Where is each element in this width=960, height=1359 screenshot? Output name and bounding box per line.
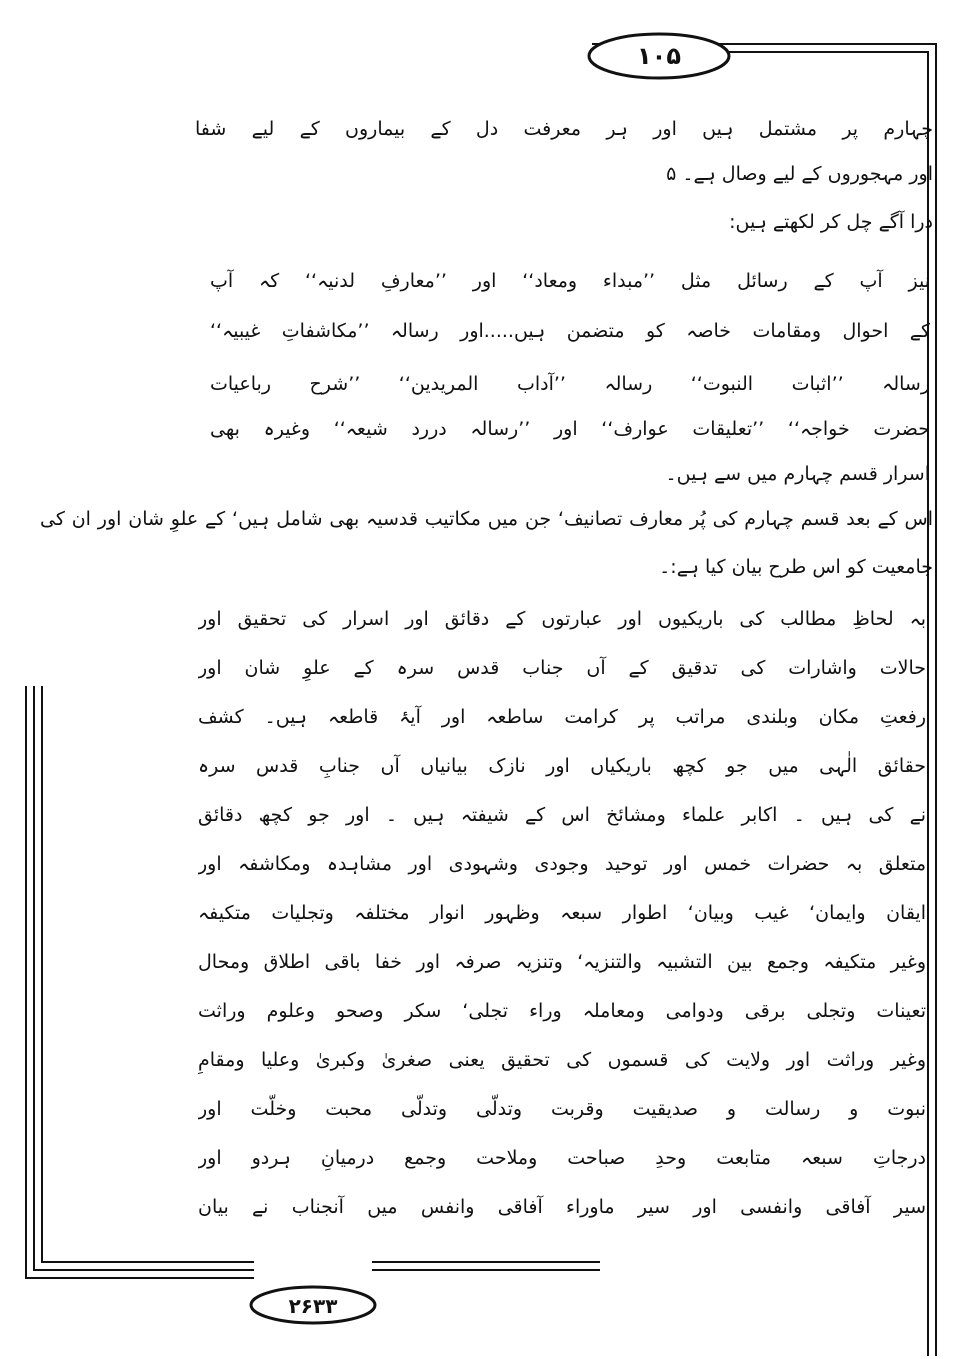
quote2-line-8: وغیر متکیفہ وجمع بین التشبیہ والتنزیہ‘ وتنزیہ صرفہ اور خفا باقی اطلاق ومحال xyxy=(198,951,926,973)
quote2-line-11: نبوت و رسالت و صدیقیت وقربت وتدلّی وتدلّی محبت وخلّت اور xyxy=(198,1098,926,1120)
quote2-line-12: درجاتِ سبعہ متابعت وحدِ صباحت وملاحت وجمع درمیانِ ہردو اور xyxy=(198,1147,926,1169)
quote2-line-6: متعلق بہ حضرات خمس اور توحید وجودی وشہودی اور مشاہدہ ومکاشفہ اور xyxy=(198,853,926,875)
quote1-line-3: رسالہ ’’اثبات النبوت‘‘ رسالہ ’’آداب المریدین‘‘ ’’شرح رباعیات xyxy=(210,373,930,395)
quote2-line-2: حالات واشارات کی تدقیق کے آں جناب قدس سرہ کے علوِ شان اور xyxy=(198,657,926,679)
quote1-line-5: اسرار قسم چہارم میں سے ہیں۔ xyxy=(665,463,930,485)
quote1-line-4: حضرت خواجہ‘‘ ’’تعلیقات عوارف‘‘ اور ’’رسالہ دررد شیعہ‘‘ وغیرہ بھی xyxy=(210,418,930,440)
page-number-bottom: ۲۶۳۳ xyxy=(288,1294,338,1318)
quote2-line-1: بہ لحاظِ مطالب کی باریکیوں اور عبارتوں کے دقائق اور اسرار کی تحقیق اور xyxy=(198,608,926,630)
quote2-line-5: نے کی ہیں ۔ اکابر علماء ومشائخ اس کے شیفتہ ہیں ۔ اور جو کچھ دقائق xyxy=(198,804,926,826)
quote2-line-13: سیر آفاقی وانفسی اور سیر ماوراء آفاقی وانفس میں آنجناب نے بیان xyxy=(198,1196,926,1218)
lead2-line-2: جامعیت کو اس طرح بیان کیا ہے:۔ xyxy=(659,556,933,578)
lead-line-1: ذرا آگے چل کر لکھتے ہیں: xyxy=(729,211,933,233)
quote1-line-1: نیز آپ کے رسائل مثل ’’مبداء ومعاد‘‘ اور ’’معارفِ لدنیہ‘‘ کہ آپ xyxy=(210,270,930,292)
quote2-line-4: حقائق الٰہی میں جو کچھ باریکیاں اور نازک بیانیاں آں جنابِ قدس سرہ xyxy=(198,755,926,777)
quote2-line-9: تعینات وتجلی برقی ودوامی ومعاملہ وراء تجلی‘ سکر وصحو وعلوم وراثت xyxy=(198,1000,926,1022)
quote2-line-7: ایقان وایمان‘ غیب وبیان‘ اطوار سبعہ وظہور انوار مختلفہ وتجلیات متکیفہ xyxy=(198,902,926,924)
intro-line-2: اور مہجوروں کے لیے وصال ہے۔ ۵ xyxy=(666,163,933,185)
lead2-line-1: اس کے بعد قسم چہارم کی پُر معارف تصانیف‘ جن میں مکاتیب قدسیہ بھی شامل ہیں‘ کے علوِ شان اور ان کی xyxy=(40,508,933,530)
quote2-line-10: وغیر وراثت اور ولایت کی قسموں کی تحقیق یعنی صغریٰ وکبریٰ وعلیا ومقامِ xyxy=(198,1049,926,1071)
quote1-line-2: کے احوال ومقامات خاصہ کو متضمن ہیں.....اور رسالہ ’’مکاشفاتِ غیبیہ‘‘ xyxy=(210,320,930,342)
quote2-line-3: رفعتِ مکان وبلندی مراتب پر کرامت ساطعہ اور آیۂ قاطعہ ہیں۔ کشف xyxy=(198,706,926,728)
page-number-top: ۱۰۵ xyxy=(637,42,681,70)
intro-line-1: چہارم پر مشتمل ہیں اور ہر معرفت دل کے بیماروں کے لیے شفا xyxy=(195,118,933,140)
